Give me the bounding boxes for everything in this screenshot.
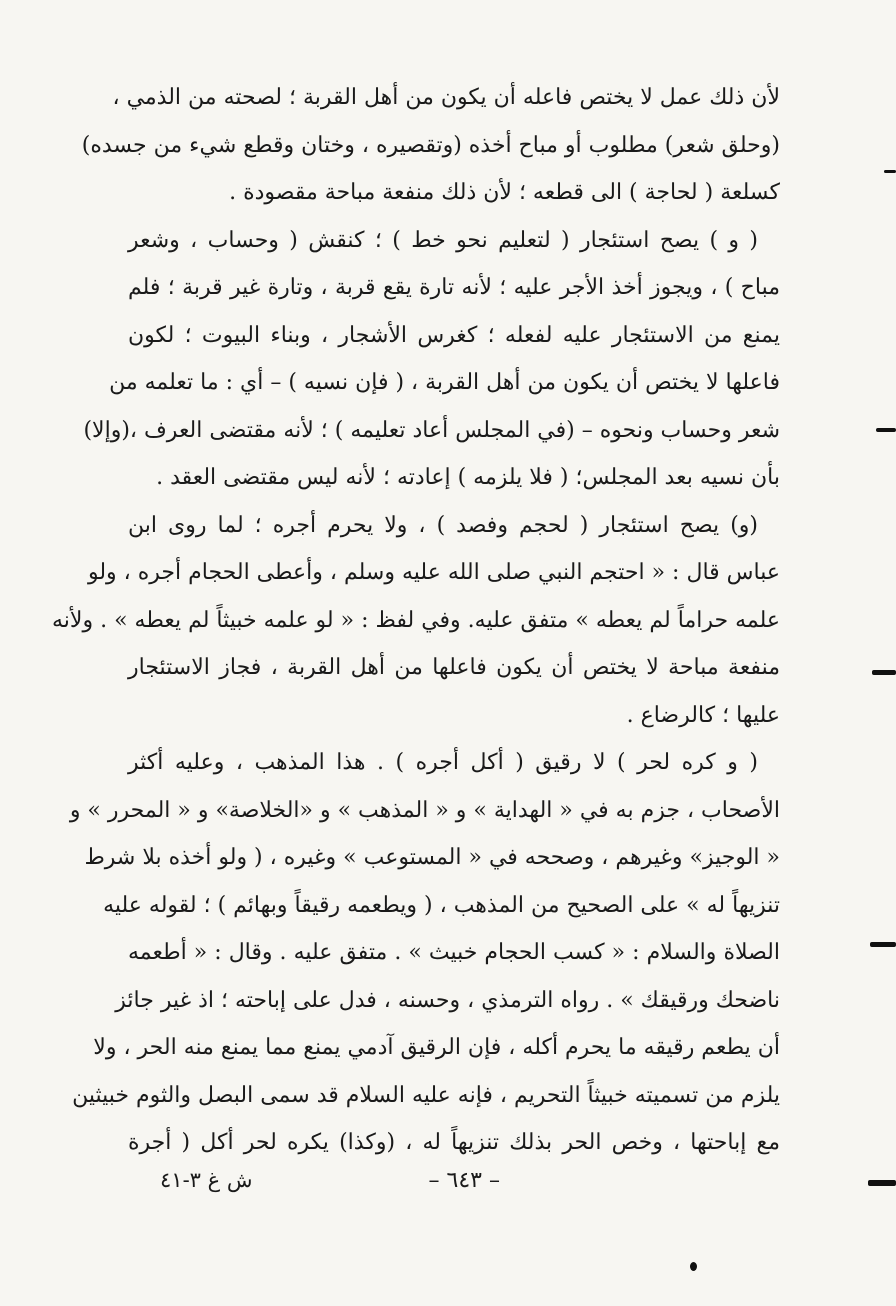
text-line: كسلعة ( لحاجة ) الى قطعه ؛ لأن ذلك منفعة مباحة مقصودة . xyxy=(229,180,780,205)
scan-edge-mark xyxy=(870,942,896,947)
text-line: يلزم من تسميته خبيثاً التحريم ، فإنه عليه السلام قد سمى البصل والثوم خبيثين xyxy=(72,1082,780,1108)
text-line: منفعة مباحة لا يختص أن يكون فاعلها من أهل القربة ، فجاز الاستئجار xyxy=(128,655,780,680)
text-line: ( و كره لحر ) لا رقيق ( أكل أجره ) . هذا المذهب ، وعليه أكثر xyxy=(128,750,758,775)
text-line: مع إباحتها ، وخص الحر بذلك تنزيهاً له ، (وكذا) يكره لحر أكل ( أجرة xyxy=(128,1130,780,1155)
text-line: « الوجيز» وغيرهم ، وصححه في « المستوعب » وغيره ، ( ولو أخذه بلا شرط xyxy=(84,845,780,870)
text-line: لأن ذلك عمل لا يختص فاعله أن يكون من أهل القربة ؛ لصحته من الذمي ، xyxy=(112,85,780,110)
text-line: بأن نسيه بعد المجلس؛ ( فلا يلزمه ) إعادته ؛ لأنه ليس مقتضى العقد . xyxy=(156,465,780,490)
text-line: أن يطعم رقيقه ما يحرم أكله ، فإن الرقيق آدمي يمنع مما يمنع منه الحر ، ولا xyxy=(93,1035,780,1060)
text-line: فاعلها لا يختص أن يكون من أهل القربة ، ( فإن نسيه ) – أي : ما تعلمه من xyxy=(109,370,780,395)
scan-dot-mark xyxy=(690,1262,697,1271)
scan-edge-mark xyxy=(876,428,896,432)
paragraph-2 xyxy=(83,217,780,502)
scan-edge-mark xyxy=(868,1180,896,1186)
paragraph-4 xyxy=(69,739,780,1167)
signature-mark: ش غ ٣-٤١ xyxy=(160,1168,253,1192)
text-line: عليها ؛ كالرضاع . xyxy=(626,702,780,728)
scan-edge-mark xyxy=(884,170,896,173)
text-line: مباح ) ، ويجوز أخذ الأجر عليه ؛ لأنه تارة يقع قربة ، وتارة غير قربة ؛ فلم xyxy=(128,275,780,300)
page-number: – ٦٤٣ – xyxy=(428,1168,500,1193)
text-line: يمنع من الاستئجار عليه لفعله ؛ كغرس الأشجار ، وبناء البيوت ؛ لكون xyxy=(128,322,780,348)
text-line: (وحلق شعر) مطلوب أو مباح أخذه (وتقصيره ، وختان وقطع شيء من جسده) xyxy=(81,132,780,158)
text-line: عباس قال : « احتجم النبي صلى الله عليه وسلم ، وأعطى الحجام أجره ، ولو xyxy=(87,560,780,585)
body-text xyxy=(52,74,780,1167)
scan-edge-mark xyxy=(872,670,896,675)
text-line: (و) يصح استئجار ( لحجم وفصد ) ، ولا يحرم أجره ؛ لما روى ابن xyxy=(128,512,758,538)
text-line: شعر وحساب ونحوه – (في المجلس أعاد تعليمه ) ؛ لأنه مقتضى العرف ،(وإلا) xyxy=(83,417,780,443)
paragraph-1 xyxy=(81,74,780,217)
page-footer xyxy=(160,1168,500,1208)
text-line: علمه حراماً لم يعطه » متفق عليه. وفي لفظ : « لو علمه خبيثاً لم يعطه » . ولأنه xyxy=(52,607,780,633)
text-line: الصلاة والسلام : « كسب الحجام خبيث » . متفق عليه . وقال : « أطعمه xyxy=(128,940,780,965)
text-line: الأصحاب ، جزم به في « الهداية » و « المذهب » و «الخلاصة» و « المحرر » و xyxy=(69,797,780,823)
text-line: ( و ) يصح استئجار ( لتعليم نحو خط ) ؛ كنقش ( وحساب ، وشعر xyxy=(128,227,758,253)
text-line: ناضحك ورقيقك » . رواه الترمذي ، وحسنه ، فدل على إباحته ؛ اذ غير جائز xyxy=(115,987,780,1013)
paragraph-3 xyxy=(52,502,780,740)
text-line: تنزيهاً له » على الصحيح من المذهب ، ( ويطعمه رقيقاً وبهائم ) ؛ لقوله عليه xyxy=(103,892,780,918)
